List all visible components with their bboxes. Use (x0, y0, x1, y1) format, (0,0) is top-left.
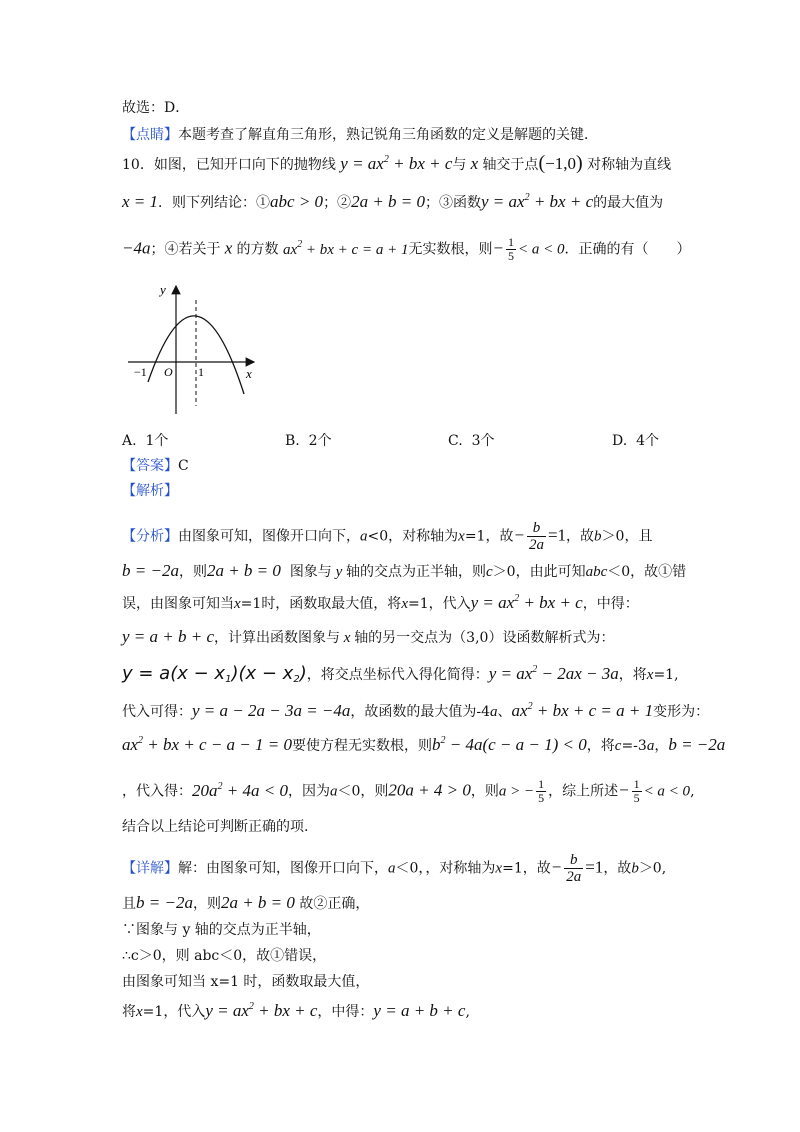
origin-label: O (164, 365, 173, 379)
answer-value: C (178, 458, 189, 474)
option-d[interactable]: D. 4个 (612, 433, 660, 449)
question-line-3: −4a；④若关于 x 的方数 $ax^2$ + bx + c = a + 1无实数根，则− $\frac{1}{5}$ < a < 0．正确的有（ ） (122, 235, 691, 263)
xiangjie-line-2: 且b = −2a，则2a + b = 0 故②正确， (122, 893, 370, 912)
answer-line (122, 456, 189, 476)
question-number: 10． (122, 157, 154, 173)
xiangjie-line-5: 由图象可知当 x=1 时，函数取最大值， (122, 974, 370, 990)
fenxi-line-4: y = a + b + c，计算出函数图象与 x 轴的另一交点为（3,0）设函数解析式为： (122, 627, 615, 646)
answer-tag: 【答案】 (122, 458, 178, 474)
analysis-line (122, 481, 178, 501)
y-axis-label: y (160, 282, 166, 297)
fenxi-line-3: 误，由图象可知当x=1时，函数取最大值，将x=1，代入$y = ax^2$ + bx + c，中得： (122, 593, 639, 612)
question-line-1: 10．如图，已知开口向下的抛物线 $y = ax^2$ + bx + c与 x 轴交于点(−1,0) 对称轴为直线 (122, 152, 672, 174)
parabola-curve (148, 316, 244, 394)
option-b[interactable]: B. 2个 (285, 433, 332, 449)
xiangjie-line-6: 将x=1，代入$y = ax^2$ + bx + c，中得：y = a + b + c, (122, 1001, 470, 1020)
comment-tag: 【点睛】 (122, 127, 178, 143)
analysis-tag: 【解析】 (122, 483, 178, 499)
fenxi-line-7: $ax^2$ + bx + c − a − 1 = 0要使方程无实数根，则$b^2 - 4a(c - a - 1) < 0$，将c=-3a，b = −2a (122, 735, 726, 754)
x-axis-label: x (246, 366, 252, 381)
parabola-formula: $y = ax^2$ + bx + c (340, 154, 453, 173)
fraction-one-fifth: $\frac{1}{5}$ (507, 235, 514, 263)
fenxi-tag: 【分析】 (122, 528, 178, 545)
fenxi-line-6: 代入可得：y = a − 2a − 3a = −4a，故函数的最大值为-4a、$ax^2$ + bx + c = a + 1变形为： (122, 701, 710, 720)
option-c[interactable]: C. 3个 (448, 433, 495, 449)
neg-one-label: −1 (134, 365, 147, 379)
fenxi-line-1: 【分析】由图象可知，图像开口向下，a<0，对称轴为x=1，故− $\frac{b}{2a}$ =1，故b＞0，且 (122, 520, 653, 553)
one-label: 1 (198, 365, 204, 379)
option-a[interactable]: A. 1个 (122, 433, 169, 449)
fraction-b-over-2a: $\frac{b}{2a}$ (528, 520, 544, 553)
fenxi-line-8: ，代入得：$20a^2 + 4a < 0$，因为a＜0，则20a + 4 > 0，则a > − $\frac{1}{5}$ ，综上所述− $\frac{1}{5}$ < a < 0, (122, 777, 695, 805)
fenxi-line-5: $y = a(x - x_1)(x - x_2)$，将交点坐标代入得化简得：$y = ax^2 - 2ax - 3a$，将x=1, (122, 663, 679, 685)
xiangjie-line-3: ∵图象与 y 轴的交点为正半轴， (122, 922, 321, 938)
prev-answer-line: 故选：D． (122, 100, 190, 116)
fenxi-line-2: b = −2a，则2a + b = 0 图象与 y 轴的交点为正半轴，则c＞0，由此可知abc＜0，故①错 (122, 561, 687, 580)
comment-text: 本题考查了解直角三角形，熟记锐角三角函数的定义是解题的关键． (178, 127, 598, 143)
parabola-figure (122, 280, 262, 420)
xiangjie-line-1: 【详解】解：由图象可知，图像开口向下，a＜0，，对称轴为x=1，故− $\frac{b}{2a}$ =1，故b＞0, (122, 852, 667, 885)
comment-line (122, 125, 598, 145)
xiangjie-tag: 【详解】 (122, 860, 178, 877)
xiangjie-line-4: ∴c＞0，则 abc＜0，故①错误， (122, 948, 327, 964)
fenxi-line-9: 结合以上结论可判断正确的项. (122, 819, 309, 835)
question-line-2: x = 1．则下列结论：①abc > 0；②2a + b = 0；③函数$y = ax^2$ + bx + c的最大值为 (122, 192, 664, 211)
